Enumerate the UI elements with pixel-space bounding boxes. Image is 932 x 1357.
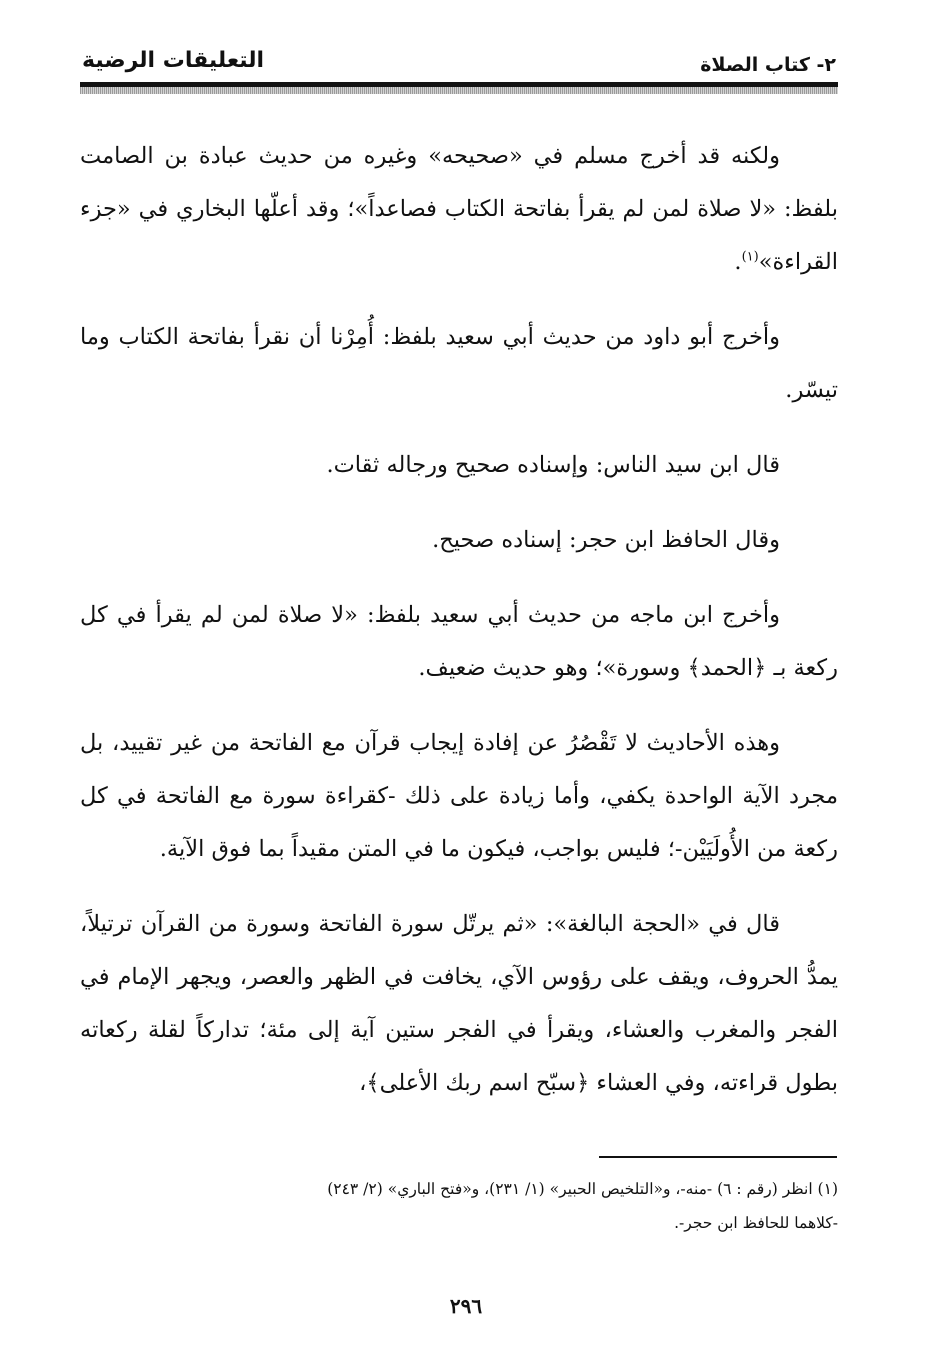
paragraph-4: وقال الحافظ ابن حجر: إسناده صحيح.	[432, 527, 780, 553]
footnote-separator	[599, 1156, 837, 1158]
paragraph-1	[80, 130, 838, 289]
footnote-line-2: -كلاهما للحافظ ابن حجر-.	[674, 1214, 838, 1232]
paragraph-1-text: ولكنه قد أخرج مسلم في «صحيحه» وغيره من حديث عبادة بن الصامت بلفظ: «لا صلاة لمن لم يقرأ بفاتحة الكتاب فصاعداً»؛ وقد أعلّها البخاري في «جزء القراءة»	[80, 143, 838, 275]
main-text	[80, 130, 838, 1132]
running-header	[80, 44, 838, 94]
footnotes	[80, 1172, 838, 1240]
paragraph-7: قال في «الحجة البالغة»: «ثم يرتّل سورة الفاتحة وسورة من القرآن ترتيلاً، يمدُّ الحروف، ويقف على رؤوس الآي، يخافت في الظهر والعصر، ويجهر الإمام في الفجر والمغرب والعشاء، ويقرأ في الفجر ستين آية إلى مئة؛ تداركاً لقلة ركعاته بطول قراءته، وفي العشاء ﴿سبّح اسم ربك الأعلى﴾،	[80, 911, 838, 1096]
footnote-line-1: (١) انظر (رقم : ٦) -منه-، و«التلخيص الحبير» (١/ ٢٣١)، و«فتح الباري» (٢/ ٢٤٣)	[327, 1180, 838, 1198]
footnote-reference[interactable]: (١)	[741, 249, 759, 265]
header-rule-shaded	[80, 87, 838, 94]
book-title: التعليقات الرضية	[82, 48, 265, 73]
paragraph-5: وأخرج ابن ماجه من حديث أبي سعيد بلفظ: «لا صلاة لمن لم يقرأ في كل ركعة بـ ﴿الحمد﴾ وسورة»؛ وهو حديث ضعيف.	[80, 602, 838, 681]
paragraph-6: وهذه الأحاديث لا تَقْصُرُ عن إفادة إيجاب قرآن مع الفاتحة من غير تقييد، بل مجرد الآية الواحدة يكفي، وأما زيادة على ذلك -كقراءة سورة مع الفاتحة في كل ركعة من الأُولَيَيْن-؛ فليس بواجب، فيكون ما في المتن مقيداً بما فوق الآية.	[80, 730, 838, 862]
paragraph-3: قال ابن سيد الناس: وإسناده صحيح ورجاله ثقات.	[326, 452, 780, 478]
chapter-title: ٢- كتاب الصلاة	[700, 54, 836, 76]
paragraph-1-end: .	[734, 249, 742, 275]
page-number: ٢٩٦	[449, 1294, 483, 1318]
paragraph-2: وأخرج أبو داود من حديث أبي سعيد بلفظ: أُمِرْنا أن نقرأ بفاتحة الكتاب وما تيسّر.	[80, 324, 838, 403]
